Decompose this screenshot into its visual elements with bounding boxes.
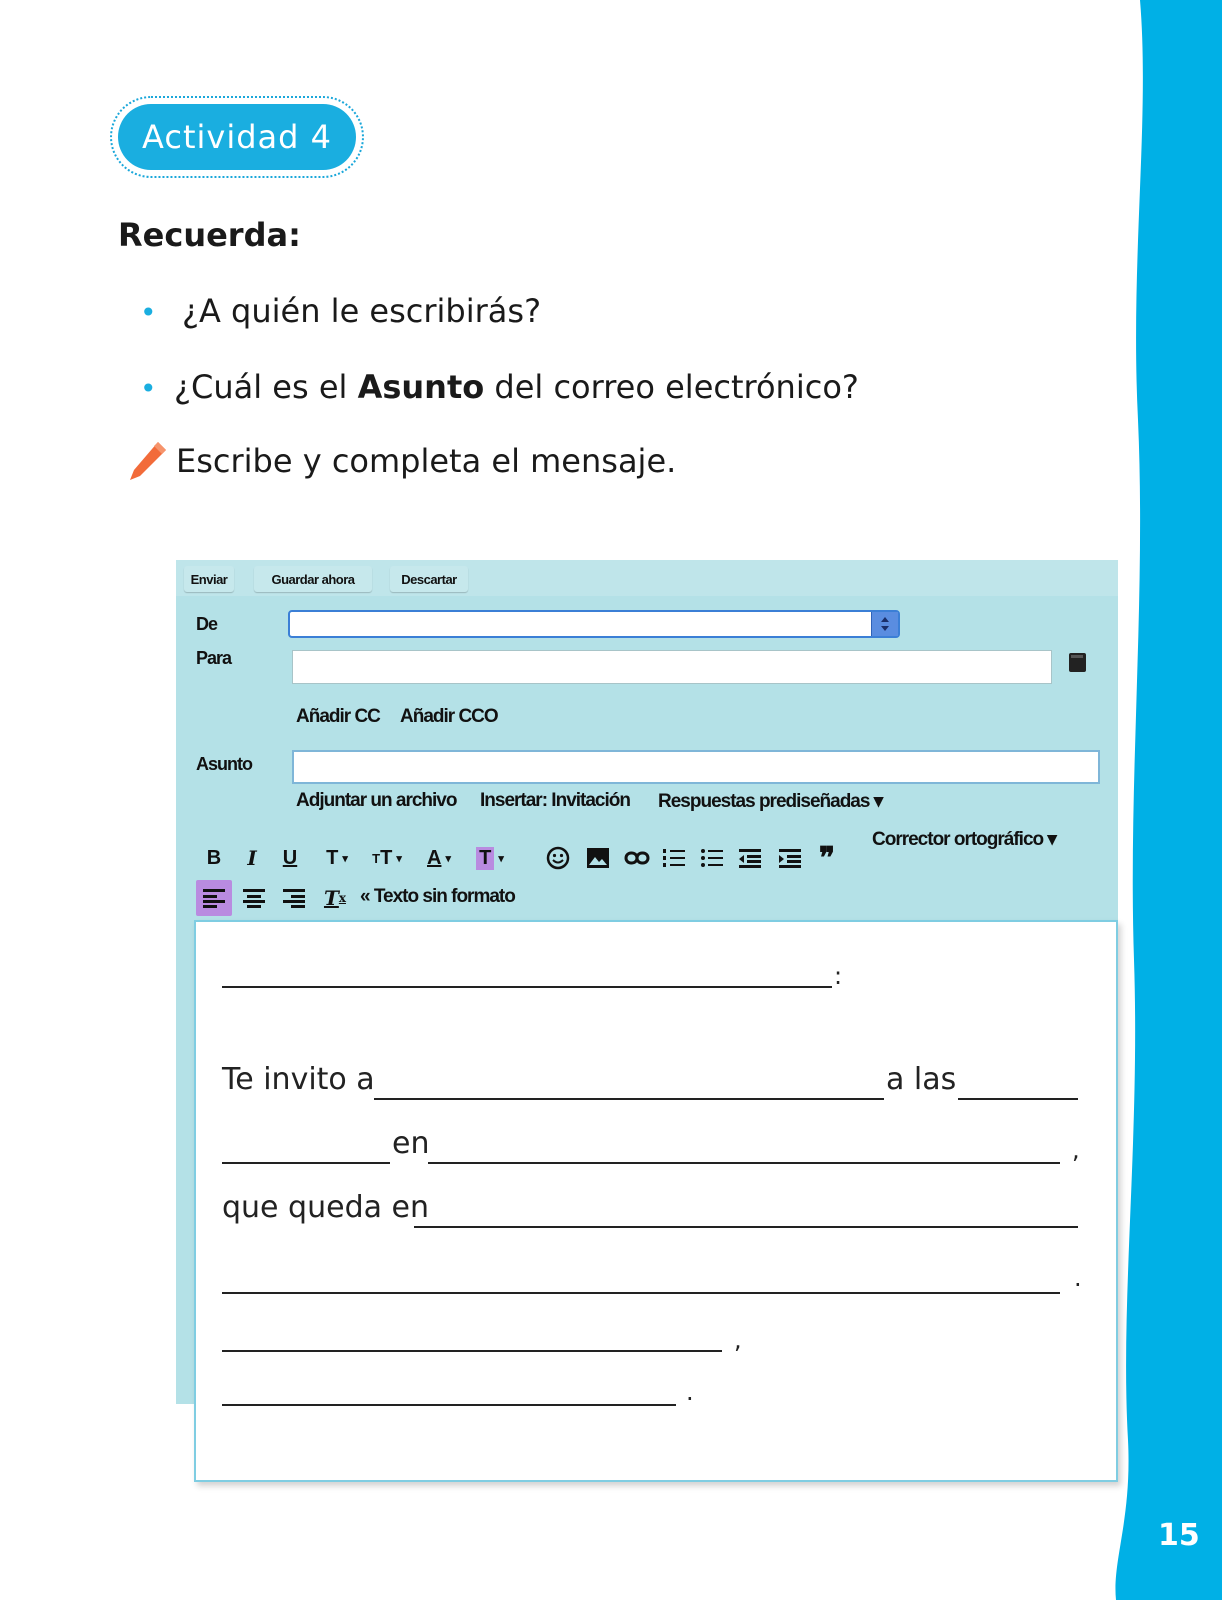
- bullet-text: ¿A quién le escribirás?: [182, 292, 542, 330]
- remove-format-icon[interactable]: T x: [323, 886, 347, 910]
- image-icon[interactable]: [586, 846, 610, 870]
- send-button[interactable]: Enviar: [184, 566, 234, 592]
- spell-check-link[interactable]: Corrector ortográfico ▾: [872, 829, 1056, 850]
- blank-line[interactable]: [222, 1350, 722, 1352]
- italic-icon[interactable]: I: [247, 846, 257, 870]
- link-icon[interactable]: [624, 848, 650, 868]
- save-now-button[interactable]: Guardar ahora: [254, 566, 372, 592]
- blank-line[interactable]: [374, 1098, 884, 1100]
- to-label: Para: [196, 648, 232, 668]
- instruction: [128, 440, 676, 482]
- blank-line[interactable]: [414, 1226, 1078, 1228]
- font-icon[interactable]: T ▾: [326, 846, 348, 869]
- quote-icon[interactable]: ❞: [818, 840, 836, 876]
- bullet-text: ¿Cuál es el Asunto del correo electrónico?: [174, 368, 859, 406]
- in-word: en: [392, 1126, 430, 1161]
- indent-less-icon[interactable]: [738, 846, 762, 870]
- page-number: 15: [1158, 1518, 1200, 1553]
- message-body[interactable]: [194, 920, 1118, 1482]
- period-mark: .: [1074, 1264, 1082, 1292]
- blank-line[interactable]: [958, 1098, 1078, 1100]
- blank-line[interactable]: [222, 1162, 390, 1164]
- reminder-heading: Recuerda:: [118, 216, 301, 254]
- text-color-icon[interactable]: A ▾: [427, 846, 451, 869]
- blank-line[interactable]: [222, 986, 832, 988]
- highlight-icon[interactable]: T ▾: [468, 842, 512, 874]
- insert-invitation-link[interactable]: Insertar: Invitación: [480, 790, 630, 811]
- numbered-list-icon[interactable]: [662, 846, 686, 870]
- select-arrows-icon[interactable]: [871, 612, 898, 636]
- emoji-icon[interactable]: [546, 846, 570, 870]
- to-field[interactable]: [292, 650, 1052, 684]
- activity-label: Actividad 4: [118, 104, 356, 170]
- colon-mark: :: [834, 962, 843, 990]
- underline-icon[interactable]: U: [282, 846, 298, 869]
- pencil-icon: [128, 440, 168, 482]
- bullet-item: [140, 368, 859, 406]
- blank-line[interactable]: [428, 1162, 1060, 1164]
- bullet-dot: •: [140, 296, 157, 329]
- from-select[interactable]: [288, 610, 900, 638]
- period-mark: .: [686, 1378, 694, 1406]
- subject-field[interactable]: [292, 750, 1100, 784]
- attach-file-link[interactable]: Adjuntar un archivo: [296, 790, 457, 811]
- at-the-text: a las: [886, 1062, 957, 1097]
- from-label: De: [196, 614, 218, 634]
- indent-more-icon[interactable]: [778, 846, 802, 870]
- align-left-icon[interactable]: [202, 886, 226, 910]
- invite-prefix: Te invito a: [222, 1062, 375, 1097]
- subject-label: Asunto: [196, 754, 252, 774]
- blank-line[interactable]: [222, 1404, 676, 1406]
- bold-icon[interactable]: B: [206, 846, 222, 869]
- add-bcc-link[interactable]: Añadir CCO: [400, 706, 498, 727]
- bullet-dot: •: [140, 372, 157, 405]
- comma-mark: ,: [1072, 1136, 1080, 1164]
- align-right-icon[interactable]: [282, 886, 306, 910]
- bulleted-list-icon[interactable]: [700, 846, 724, 870]
- comma-mark: ,: [734, 1326, 742, 1354]
- located-in-text: que queda en: [222, 1190, 429, 1225]
- discard-button[interactable]: Descartar: [390, 566, 468, 592]
- activity-badge: [110, 96, 364, 178]
- font-size-icon[interactable]: T T ▾: [372, 846, 402, 869]
- plain-text-link[interactable]: « Texto sin formato: [360, 886, 515, 907]
- align-center-icon[interactable]: [242, 886, 266, 910]
- contacts-icon[interactable]: [1068, 652, 1088, 674]
- instruction-text: Escribe y completa el mensaje.: [176, 442, 677, 480]
- add-cc-link[interactable]: Añadir CC: [296, 706, 380, 727]
- bullet-item: [140, 292, 541, 330]
- blank-line[interactable]: [222, 1292, 1060, 1294]
- canned-responses-link[interactable]: Respuestas prediseñadas ▾: [658, 791, 883, 812]
